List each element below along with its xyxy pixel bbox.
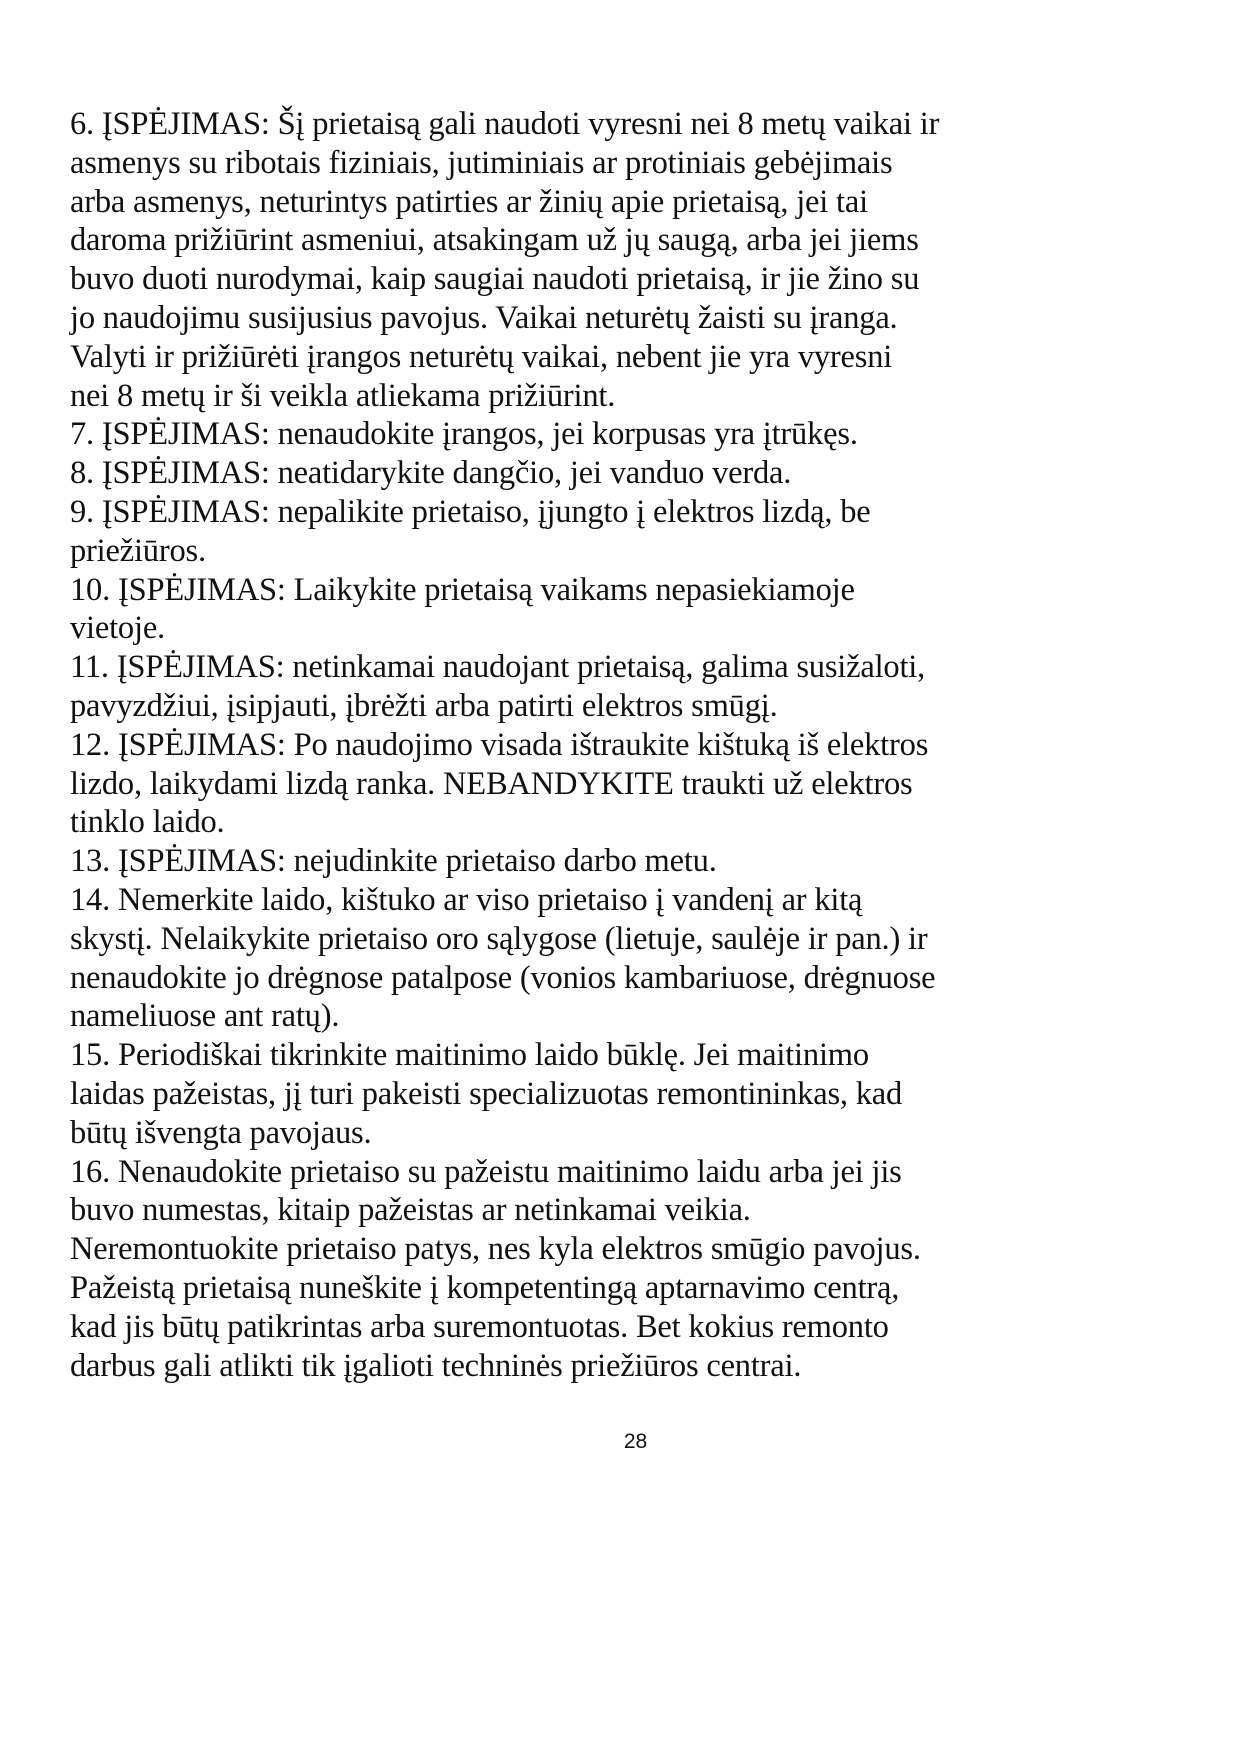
text-line: kad jis būtų patikrintas arba suremontuotas. Bet kokius remonto bbox=[70, 1308, 889, 1345]
text-line: Valyti ir prižiūrėti įrangos neturėtų vaikai, nebent jie yra vyresni bbox=[70, 338, 893, 375]
text-line: jo naudojimu susijusius pavojus. Vaikai neturėtų žaisti su įranga. bbox=[70, 299, 898, 336]
text-line: arba asmenys, neturintys patirties ar žinių apie prietaisą, jei tai bbox=[70, 183, 868, 220]
warning-item bbox=[70, 571, 1170, 649]
warning-item bbox=[70, 842, 1170, 881]
text-line: 9. ĮSPĖJIMAS: nepalikite prietaiso, įjungto į elektros lizdą, be bbox=[70, 493, 871, 530]
warning-item bbox=[70, 415, 1170, 454]
text-line: lizdo, laikydami lizdą ranka. NEBANDYKITE traukti už elektros bbox=[70, 765, 913, 802]
text-line: daroma prižiūrint asmeniui, atsakingam už jų saugą, arba jei jiems bbox=[70, 222, 919, 259]
warning-item bbox=[70, 1153, 1170, 1386]
text-line: nei 8 metų ir ši veikla atliekama prižiūrint. bbox=[70, 377, 616, 414]
text-line: buvo numestas, kitaip pažeistas ar netinkamai veikia. bbox=[70, 1192, 751, 1229]
text-line: pavyzdžiui, įsipjauti, įbrėžti arba patirti elektros smūgį. bbox=[70, 687, 778, 724]
text-line: nameliuose ant ratų). bbox=[70, 998, 340, 1035]
page-number: 28 bbox=[623, 1430, 648, 1453]
text-line: 10. ĮSPĖJIMAS: Laikykite prietaisą vaikams nepasiekiamoje bbox=[70, 571, 855, 608]
warning-item bbox=[70, 648, 1170, 726]
text-line: 12. ĮSPĖJIMAS: Po naudojimo visada ištraukite kištuką iš elektros bbox=[70, 726, 929, 763]
warning-item bbox=[70, 105, 1170, 415]
text-line: 13. ĮSPĖJIMAS: nejudinkite prietaiso darbo metu. bbox=[70, 843, 717, 880]
text-line: 16. Nenaudokite prietaiso su pažeistu maitinimo laidu arba jei jis bbox=[70, 1153, 902, 1190]
text-line: nenaudokite jo drėgnose patalpose (vonios kambariuose, drėgnuose bbox=[70, 959, 936, 996]
warning-item bbox=[70, 881, 1170, 1036]
text-line: 14. Nemerkite laido, kištuko ar viso prietaiso į vandenį ar kitą bbox=[70, 881, 863, 918]
text-line: asmenys su ribotais fiziniais, jutiminiais ar protiniais gebėjimais bbox=[70, 144, 893, 181]
text-line: vietoje. bbox=[70, 610, 165, 647]
text-line: darbus gali atlikti tik įgalioti techninės priežiūros centrai. bbox=[70, 1347, 802, 1384]
text-line: būtų išvengta pavojaus. bbox=[70, 1114, 372, 1151]
text-line: tinklo laido. bbox=[70, 804, 225, 841]
text-line: 15. Periodiškai tikrinkite maitinimo laido būklę. Jei maitinimo bbox=[70, 1037, 869, 1074]
text-line: 8. ĮSPĖJIMAS: neatidarykite dangčio, jei vanduo verda. bbox=[70, 455, 792, 492]
warning-item bbox=[70, 1036, 1170, 1152]
text-line: buvo duoti nurodymai, kaip saugiai naudoti prietaisą, ir jie žino su bbox=[70, 261, 920, 298]
warning-item bbox=[70, 454, 1170, 493]
warning-item bbox=[70, 726, 1170, 842]
text-line: 11. ĮSPĖJIMAS: netinkamai naudojant prietaisą, galima susižaloti, bbox=[70, 649, 926, 686]
text-line: priežiūros. bbox=[70, 532, 206, 569]
text-line: Pažeistą prietaisą nuneškite į kompetentingą aptarnavimo centrą, bbox=[70, 1269, 900, 1306]
text-line: 6. ĮSPĖJIMAS: Šį prietaisą gali naudoti vyresni nei 8 metų vaikai ir bbox=[70, 106, 940, 142]
text-line: skystį. Nelaikykite prietaiso oro sąlygose (lietuje, saulėje ir pan.) ir bbox=[70, 920, 928, 957]
warning-item bbox=[70, 493, 1170, 571]
text-line: 7. ĮSPĖJIMAS: nenaudokite įrangos, jei korpusas yra įtrūkęs. bbox=[70, 416, 858, 453]
text-line: Neremontuokite prietaiso patys, nes kyla elektros smūgio pavojus. bbox=[70, 1231, 921, 1268]
safety-warnings-list bbox=[70, 105, 1170, 1385]
text-line: laidas pažeistas, jį turi pakeisti specializuotas remontininkas, kad bbox=[70, 1075, 903, 1112]
